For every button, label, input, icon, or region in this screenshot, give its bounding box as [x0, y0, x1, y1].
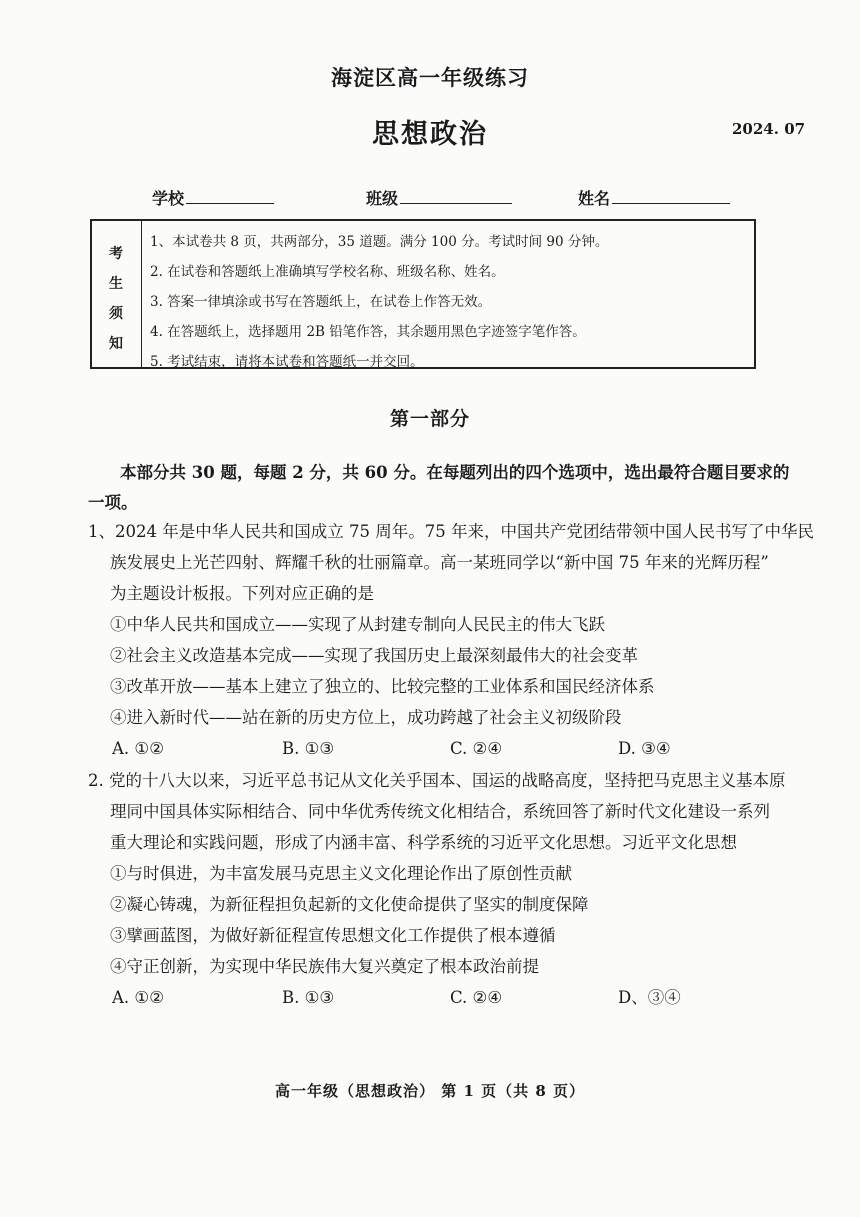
school-field: [152, 186, 274, 209]
notice-label-char: 须: [109, 306, 123, 322]
name-blank: [612, 187, 730, 204]
question-stem-line: 重大理论和实践问题，形成了内涵丰富、科学系统的习近平文化思想。习近平文化思想: [110, 833, 737, 852]
notice-item: 5. 考试结束，请将本试卷和答题纸一并交回。: [150, 354, 424, 370]
examinee-notice-box: [90, 219, 756, 369]
question-stem-line: 1、2024 年是中华人民共和国成立 75 周年。75 年来，中国共产党团结带领中国人民书写了中华民: [88, 522, 814, 541]
notice-label: [92, 221, 142, 367]
question-statement: ③改革开放——基本上建立了独立的、比较完整的工业体系和国民经济体系: [110, 677, 655, 696]
notice-item: 1、本试卷共 8 页，共两部分，35 道题。满分 100 分。考试时间 90 分钟。: [150, 234, 609, 250]
question-statement: ④进入新时代——站在新的历史方位上，成功跨越了社会主义初级阶段: [110, 708, 622, 727]
part-one-title: 第一部分: [389, 408, 470, 430]
question-stem-line: 2. 党的十八大以来，习近平总书记从文化关乎国本、国运的战略高度，坚持把马克思主义基本原: [88, 771, 786, 790]
question-stem-line: 理同中国具体实际相结合、同中华优秀传统文化相结合，系统回答了新时代文化建设一系列: [110, 802, 770, 821]
exam-date: 2024. 07: [732, 120, 806, 138]
option-d: D、③④: [618, 988, 681, 1007]
question-stem-line: 为主题设计板报。下列对应正确的是: [110, 584, 374, 603]
notice-item: 4. 在答题纸上，选择题用 2B 铅笔作答，其余题用黑色字迹签字笔作答。: [150, 324, 586, 340]
school-blank: [186, 187, 274, 204]
exam-title: 海淀区高一年级练习: [331, 65, 529, 90]
notice-item: 2. 在试卷和答题纸上准确填写学校名称、班级名称、姓名。: [150, 264, 505, 280]
school-label: 学校: [152, 189, 185, 208]
class-label: 班级: [366, 189, 399, 208]
name-label: 姓名: [578, 189, 611, 208]
instructions-line: 一项。: [88, 493, 138, 512]
question-statement: ②凝心铸魂，为新征程担负起新的文化使命提供了坚实的制度保障: [110, 895, 589, 914]
class-blank: [400, 187, 512, 204]
notice-label-char: 考: [109, 246, 123, 262]
option-b: B. ①③: [282, 988, 335, 1007]
question-statement: ④守正创新，为实现中华民族伟大复兴奠定了根本政治前提: [110, 957, 539, 976]
question-statement: ②社会主义改造基本完成——实现了我国历史上最深刻最伟大的社会变革: [110, 646, 638, 665]
part-one-instructions: [88, 458, 794, 518]
option-c: C. ②④: [450, 988, 503, 1007]
question-statement: ③擘画蓝图，为做好新征程宣传思想文化工作提供了根本遵循: [110, 926, 556, 945]
option-b: B. ①③: [282, 739, 335, 758]
option-c: C. ②④: [450, 739, 503, 758]
question-stem-line: 族发展史上光芒四射、辉耀千秋的壮丽篇章。高一某班同学以“新中国 75 年来的光辉历程”: [110, 553, 769, 572]
answer-options: [112, 733, 798, 764]
question-statement: ①中华人民共和国成立——实现了从封建专制向人民民主的伟大飞跃: [110, 615, 605, 634]
option-d: D. ③④: [618, 739, 671, 758]
answer-options: [112, 982, 798, 1013]
option-a: A. ①②: [112, 988, 164, 1007]
notice-label-char: 知: [109, 336, 123, 352]
question-1: [88, 516, 814, 764]
question-2: [88, 765, 798, 1013]
notice-label-char: 生: [109, 276, 123, 292]
student-info-row: [152, 186, 752, 212]
option-a: A. ①②: [112, 739, 164, 758]
question-statement: ①与时俱进，为丰富发展马克思主义文化理论作出了原创性贡献: [110, 864, 572, 883]
name-field: [578, 186, 730, 209]
subject-title: 思想政治: [372, 119, 488, 150]
instructions-line: 本部分共 30 题，每题 2 分，共 60 分。在每题列出的四个选项中，选出最符合题目要求的: [120, 463, 790, 482]
notice-list: [150, 230, 608, 380]
notice-item: 3. 答案一律填涂或书写在答题纸上，在试卷上作答无效。: [150, 294, 492, 310]
page-footer: 高一年级（思想政治） 第 1 页（共 8 页）: [275, 1082, 585, 1100]
class-field: [366, 186, 512, 209]
